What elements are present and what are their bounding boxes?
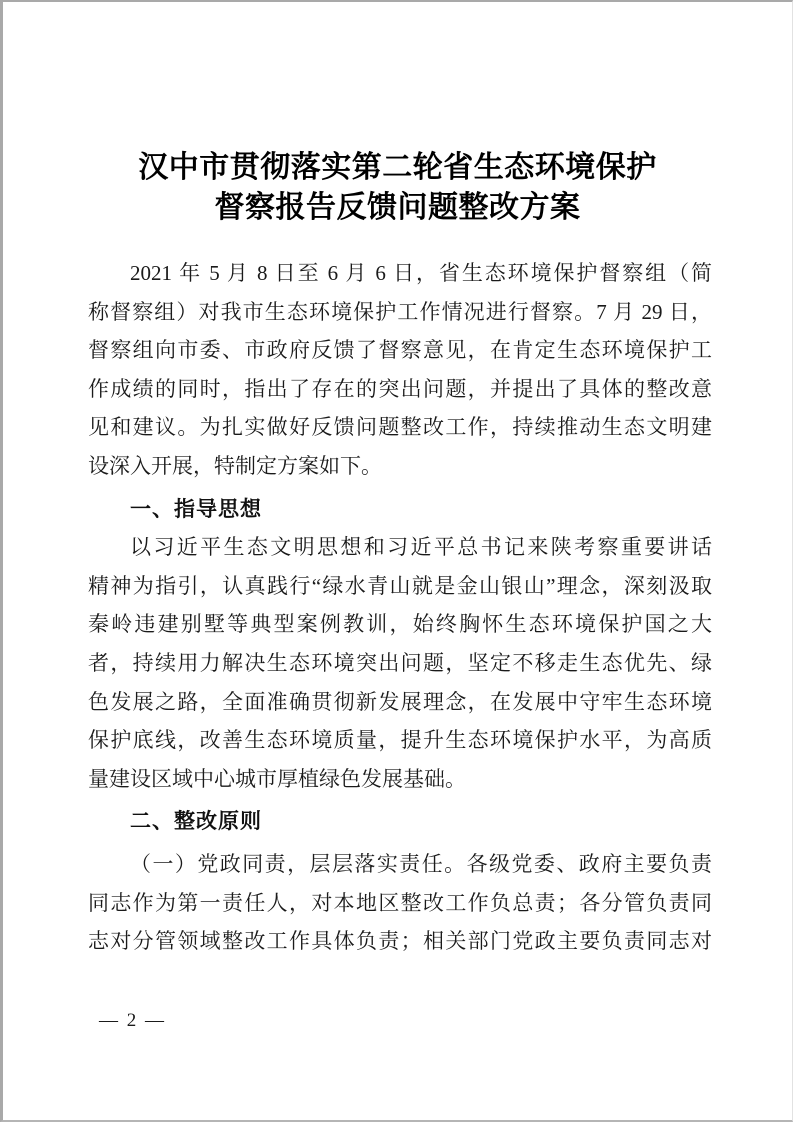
text-line: 见和建议。为扎实做好反馈问题整改工作，持续推动生态文明建 (88, 415, 712, 440)
document-title (3, 148, 792, 228)
paragraph-guiding-ideology (88, 528, 712, 798)
text-line: 督察组向市委、市政府反馈了督察意见，在肯定生态环境保护工 (88, 338, 712, 363)
title-line-1: 汉中市贯彻落实第二轮省生态环境保护 (138, 151, 657, 184)
section-heading-rectification-principles: 二、整改原则 (130, 809, 262, 834)
text-line: 志对分管领域整改工作具体负责；相关部门党政主要负责同志对 (88, 929, 712, 954)
text-line: 者，持续用力解决生态环境突出问题，坚定不移走生态优先、绿 (88, 650, 712, 675)
text-line: 同志作为第一责任人，对本地区整改工作负总责；各分管负责同 (88, 890, 712, 915)
paragraph-introduction (88, 254, 712, 486)
text-line: 量建设区域中心城市厚植绿色发展基础。 (88, 766, 466, 791)
paragraph-rectification-principles (88, 845, 712, 961)
title-line-2: 督察报告反馈问题整改方案 (214, 191, 581, 224)
document-body (88, 254, 712, 961)
section-heading-guiding-ideology: 一、指导思想 (130, 496, 262, 521)
text-line: 以习近平生态文明思想和习近平总书记来陕考察重要讲话 (130, 535, 712, 560)
text-line: （一）党政同责，层层落实责任。各级党委、政府主要负责 (130, 851, 712, 876)
text-line: 设深入开展，特制定方案如下。 (88, 453, 382, 478)
text-line: 精神为指引，认真践行“绿水青山就是金山银山”理念，深刻汲取 (88, 573, 712, 598)
text-line: 2021 年 5 月 8 日至 6 月 6 日，省生态环境保护督察组（简 (130, 261, 712, 285)
text-line: 色发展之路，全面准确贯彻新发展理念，在发展中守牢生态环境 (88, 689, 712, 714)
text-line: 作成绩的同时，指出了存在的突出问题，并提出了具体的整改意 (88, 376, 712, 401)
text-line: 保护底线，改善生态环境质量，提升生态环境保护水平，为高质 (88, 728, 712, 753)
page-number: — 2 — (99, 1010, 166, 1031)
text-line: 秦岭违建别墅等典型案例教训，始终胸怀生态环境保护国之大 (88, 612, 712, 637)
text-line: 称督察组）对我市生态环境保护工作情况进行督察。7 月 29 日， (88, 299, 712, 324)
